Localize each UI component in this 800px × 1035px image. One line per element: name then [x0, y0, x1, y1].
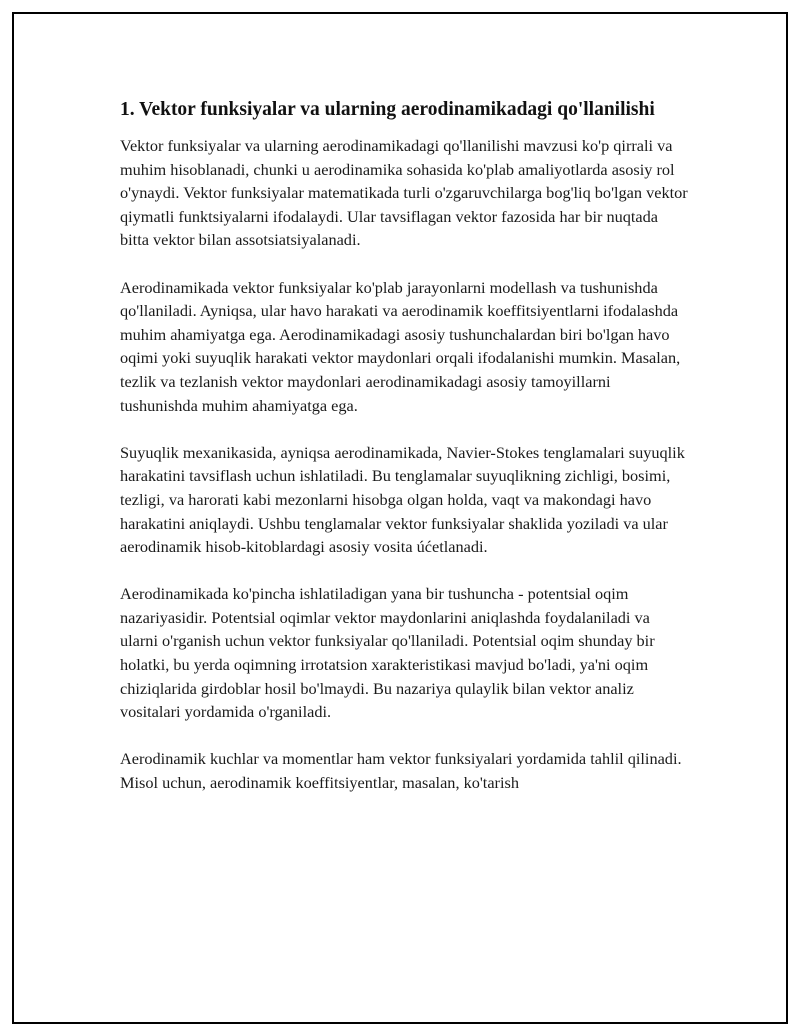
paragraph-2: Aerodinamikada vektor funksiyalar ko'plab jarayonlarni modellash va tushunishda qo'llaniladi. Ayniqsa, ular havo harakati va aerodinamik koeffitsiyentlarni ifodalashda muhim ahamiyatga ega. Aerodinamikadagi asosiy tushunchalardan biri bo'lgan havo oqimi yoki suyuqlik harakati vektor maydonlari orqali ifodalanishi mumkin. Masalan, tezlik va tezlanish vektor maydonlari aerodinamikadagi asosiy tamoyillarni tushunishda muhim ahamiyatga ega. — [120, 277, 681, 415]
document-body — [120, 96, 690, 818]
paragraph-3: Suyuqlik mexanikasida, ayniqsa aerodinamikada, Navier-Stokes tenglamalari suyuqlik harakatini tavsiflash uchun ishlatiladi. Bu tenglamalar suyuqlikning zichligi, bosimi, tezligi, va harorati kabi mezonlarni hisobga olgan holda, vaqt va makondagi havo harakatini aniqlaydi. Ushbu tenglamalar vektor funksiyalar shaklida yoziladi va ular aerodinamik hisob-kitoblardagi asosiy vosita úćetlanadi. — [120, 442, 685, 557]
paragraph-5: Aerodinamik kuchlar va momentlar ham vektor funksiyalari yordamida tahlil qilinadi. Misol uchun, aerodinamik koeffitsiyentlar, masalan, ko'tarish — [120, 749, 682, 793]
paragraph-1: Vektor funksiyalar va ularning aerodinamikadagi qo'llanilishi mavzusi ko'p qirrali va muhim hisoblanadi, chunki u aerodinamika sohasida ko'plab amaliyotlarda asosiy rol o'ynaydi. Vektor funksiyalar matematikada turli o'zgaruvchilarga bog'liq bo'lgan vektor qiymatli funktsiyalarni ifodalaydi. Ular tavsiflagan vektor fazosida har bir nuqtada bitta vektor bilan assotsiatsiyalanadi. — [120, 136, 688, 250]
page-border — [12, 12, 788, 1024]
paragraph-4: Aerodinamikada ko'pincha ishlatiladigan yana bir tushuncha - potentsial oqim nazariyasidir. Potentsial oqimlar vektor maydonlarini aniqlashda foydalaniladi va ularni o'rganish uchun vektor funksiyalar qo'llaniladi. Potentsial oqim shunday bir holatki, bu yerda oqimning irrotatsion xarakteristikasi mavjud bo'ladi, ya'ni oqim chiziqlarida girdoblar hosil bo'lmaydi. Bu nazariya qulaylik bilan vektor analiz vositalari yordamida o'rganiladi. — [120, 584, 655, 722]
section-title: 1. Vektor funksiyalar va ularning aerodinamikadagi qo'llanilishi — [120, 99, 655, 120]
